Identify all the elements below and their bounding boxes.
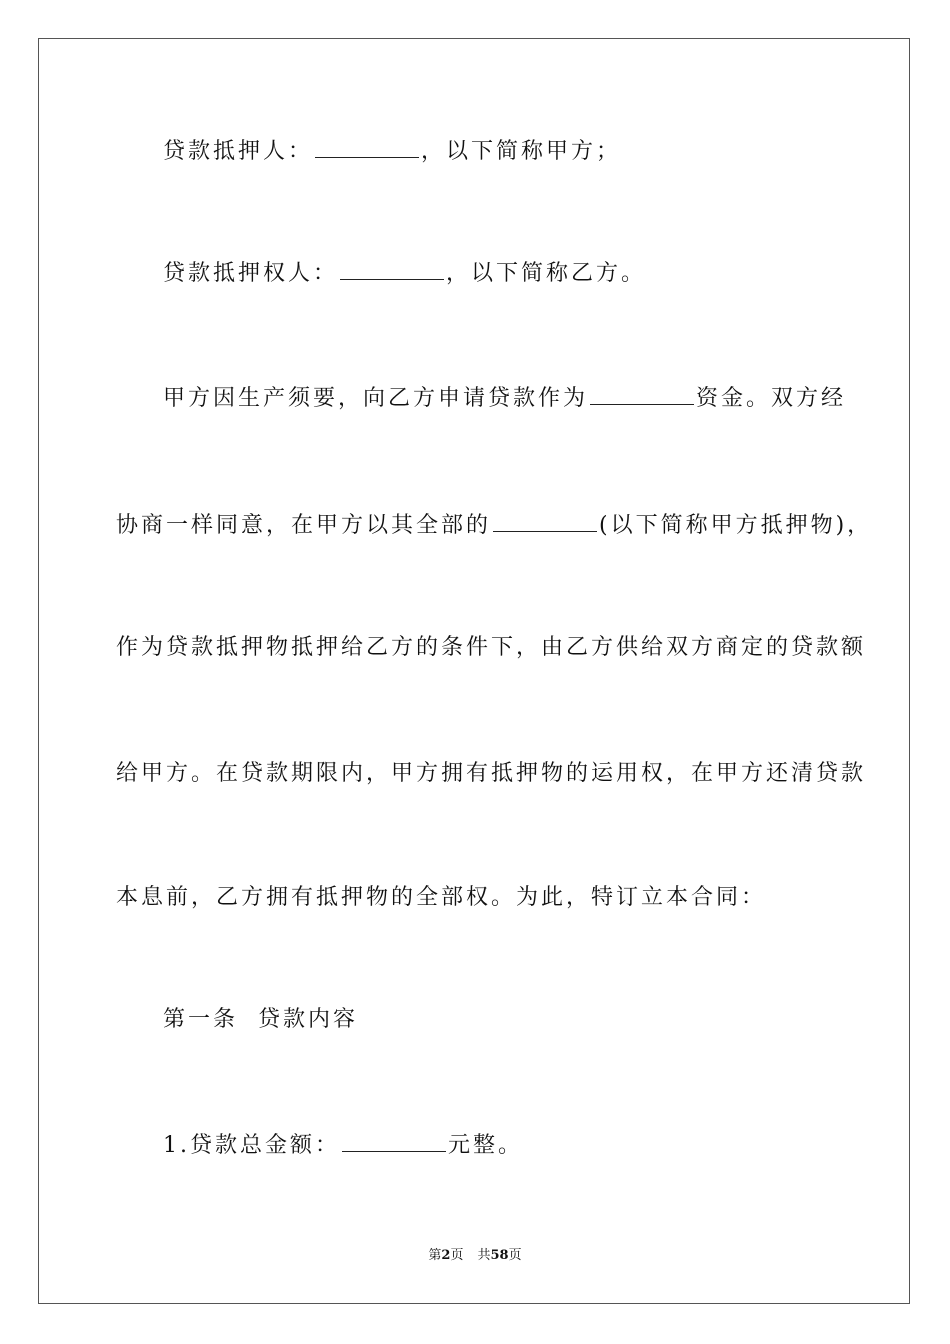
total-label-suffix: 页 bbox=[508, 1248, 522, 1263]
loan-amount-label: 1.贷款总金额： bbox=[163, 1133, 340, 1158]
collateral-blank bbox=[493, 513, 597, 532]
loan-amount-blank bbox=[342, 1133, 446, 1152]
loan-amount-line bbox=[163, 1132, 523, 1160]
page-number: 2 bbox=[441, 1248, 451, 1263]
total-pages: 58 bbox=[490, 1248, 509, 1263]
page-label-prefix: 第 bbox=[428, 1248, 442, 1263]
paragraph-line: 给甲方。在贷款期限内，甲方拥有抵押物的运用权，在甲方还清贷款 bbox=[116, 761, 867, 786]
paragraph-line: 本息前，乙方拥有抵押物的全部权。为此，特订立本合同： bbox=[116, 885, 767, 910]
paragraph-text: 资金。双方经 bbox=[696, 386, 847, 411]
mortgagee-label: 贷款抵押权人： bbox=[163, 261, 339, 286]
paragraph-text: 协商一样同意，在甲方以其全部的 bbox=[116, 513, 492, 538]
mortgagee-line bbox=[163, 260, 646, 288]
mortgagor-label: 贷款抵押人： bbox=[163, 139, 314, 164]
mortgagee-blank bbox=[340, 261, 444, 280]
purpose-blank bbox=[590, 386, 694, 405]
mortgagor-suffix: ，以下简称甲方； bbox=[421, 139, 622, 164]
paragraph-text: (以下简称甲方抵押物)， bbox=[599, 513, 873, 538]
page-label-suffix: 页 bbox=[450, 1248, 464, 1263]
page-frame bbox=[38, 38, 910, 1304]
paragraph-line bbox=[163, 385, 846, 413]
section-title: 第一条 贷款内容 bbox=[163, 1007, 358, 1032]
total-label-prefix: 共 bbox=[477, 1248, 491, 1263]
mortgagee-suffix: ，以下简称乙方。 bbox=[446, 261, 647, 286]
mortgagor-line bbox=[163, 138, 621, 166]
paragraph-line bbox=[116, 512, 872, 540]
page-footer bbox=[0, 1246, 950, 1266]
loan-amount-suffix: 元整。 bbox=[448, 1133, 524, 1158]
paragraph-text: 甲方因生产须要，向乙方申请贷款作为 bbox=[163, 386, 589, 411]
paragraph-line: 作为贷款抵押物抵押给乙方的条件下，由乙方供给双方商定的贷款额 bbox=[116, 635, 867, 660]
mortgagor-blank bbox=[315, 139, 419, 158]
